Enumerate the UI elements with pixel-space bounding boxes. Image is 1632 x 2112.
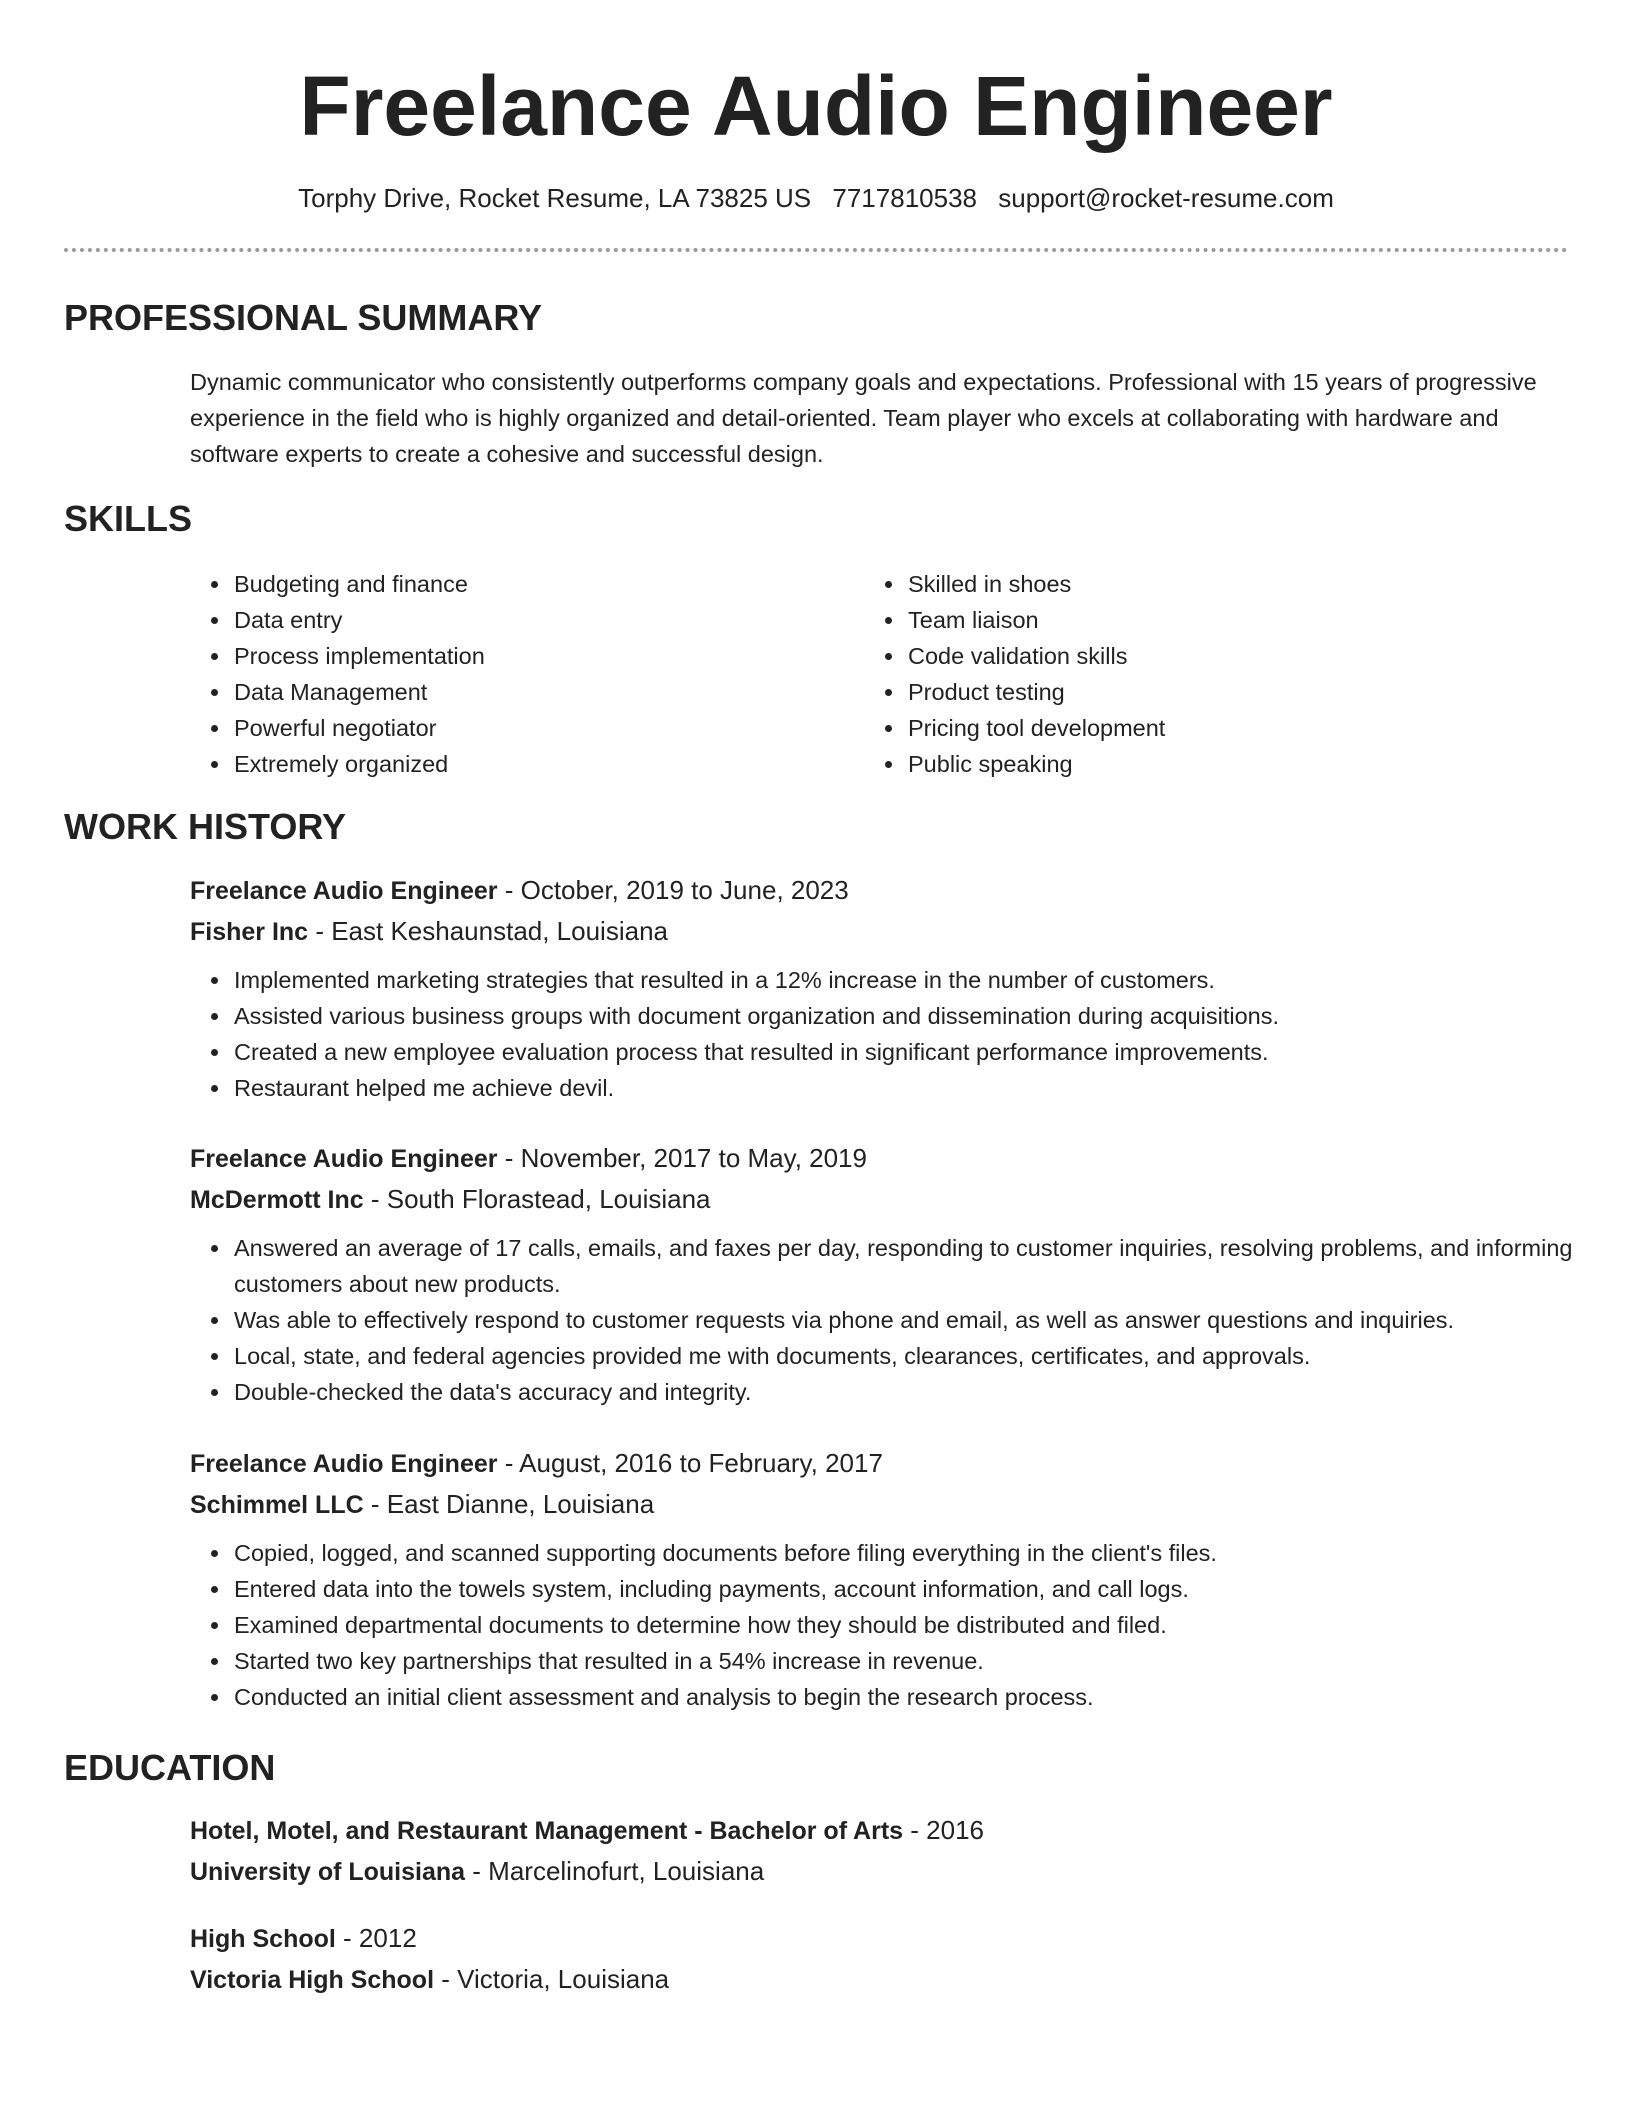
job-bullet: • Restaurant helped me achieve devil. [232,1070,1580,1106]
edu-location: - Victoria, Louisiana [434,1964,670,1994]
job-bullets [190,962,1580,1106]
edu-degree: Hotel, Motel, and Restaurant Management - Bachelor of Arts [190,1817,904,1845]
job-entry [190,870,1580,1106]
summary-text: Dynamic communicator who consistently outperforms company goals and expectations. Professional with 15 years of progressive experience in the field who is highly organized and detail-oriented. Team player who excels at collaborating with hardware and software experts to create a cohesive and successful design. [190,369,1537,467]
job-location: - East Keshaunstad, Louisiana [308,916,668,946]
job-bullet: • Created a new employee evaluation process that resulted in significant performance improvements. [232,1034,1580,1070]
job-location: - South Florastead, Louisiana [363,1184,711,1214]
skill-item: • Process implementation [232,638,830,674]
edu-school: Victoria High School [190,1966,435,1994]
job-company: McDermott Inc [190,1186,364,1214]
job-bullet: • Was able to effectively respond to customer requests via phone and email, as well as answer questions and inquiries. [232,1302,1580,1338]
job-entry [190,1138,1580,1410]
job-role: Freelance Audio Engineer [190,1145,498,1173]
skills-column-right [864,566,1564,782]
skill-item: • Data Management [232,674,830,710]
job-company: Fisher Inc [190,918,309,946]
contact-line [0,180,1632,216]
job-bullet: • Started two key partnerships that resulted in a 54% increase in revenue. [232,1643,1580,1679]
job-bullet: • Implemented marketing strategies that resulted in a 12% increase in the number of customers. [232,962,1580,998]
skill-item: • Public speaking [906,746,1564,782]
edu-year: - 2016 [903,1815,985,1845]
header-divider [64,248,1568,252]
skill-item: • Powerful negotiator [232,710,830,746]
contact-phone: 7717810538 [832,183,977,213]
job-dates: - October, 2019 to June, 2023 [497,875,849,905]
skill-item: • Skilled in shoes [906,566,1564,602]
job-bullet: • Double-checked the data's accuracy and integrity. [232,1374,1580,1410]
skill-item: • Budgeting and finance [232,566,830,602]
job-bullet: • Local, state, and federal agencies provided me with documents, clearances, certificates, and approvals. [232,1338,1580,1374]
job-company: Schimmel LLC [190,1491,364,1519]
job-dates: - November, 2017 to May, 2019 [497,1143,867,1173]
education-heading: EDUCATION [64,1747,276,1788]
education-entry [190,1918,1580,2000]
work-history-heading: WORK HISTORY [64,806,347,847]
edu-degree: High School [190,1925,336,1953]
edu-degree-line [190,1810,1580,1851]
resume-name: Freelance Audio Engineer [299,59,1333,153]
job-title-line [190,1138,1580,1179]
job-bullets [190,1535,1580,1715]
skills-column-left [190,566,830,782]
edu-school-line [190,1959,1580,2000]
job-dates: - August, 2016 to February, 2017 [497,1448,883,1478]
skill-item: • Data entry [232,602,830,638]
job-company-line [190,1484,1580,1525]
job-title-line [190,1443,1580,1484]
job-role: Freelance Audio Engineer [190,1450,498,1478]
skill-item: • Product testing [906,674,1564,710]
job-company-line [190,911,1580,952]
job-bullet: • Answered an average of 17 calls, emails, and faxes per day, responding to customer inquiries, resolving problems, and informing customers about new products. [232,1230,1580,1302]
job-entry [190,1443,1580,1715]
education-entry [190,1810,1580,1892]
edu-degree-line [190,1918,1580,1959]
job-bullets [190,1230,1580,1410]
skills-heading: SKILLS [64,498,193,539]
edu-school: University of Louisiana [190,1858,466,1886]
contact-email: support@rocket-resume.com [998,183,1334,213]
skill-item: • Pricing tool development [906,710,1564,746]
summary-heading: PROFESSIONAL SUMMARY [64,297,543,338]
skills-list-left [190,566,830,782]
contact-address: Torphy Drive, Rocket Resume, LA 73825 US [298,183,812,213]
job-company-line [190,1179,1580,1220]
skill-item: • Team liaison [906,602,1564,638]
edu-location: - Marcelinofurt, Louisiana [465,1856,765,1886]
job-bullet: • Copied, logged, and scanned supporting documents before filing everything in the client's files. [232,1535,1580,1571]
job-title-line [190,870,1580,911]
job-bullet: • Conducted an initial client assessment and analysis to begin the research process. [232,1679,1580,1715]
job-bullet: • Examined departmental documents to determine how they should be distributed and filed. [232,1607,1580,1643]
job-bullet: • Entered data into the towels system, including payments, account information, and call logs. [232,1571,1580,1607]
job-location: - East Dianne, Louisiana [363,1489,655,1519]
skill-item: • Extremely organized [232,746,830,782]
job-role: Freelance Audio Engineer [190,877,498,905]
skills-list-right [864,566,1564,782]
job-bullet: • Assisted various business groups with document organization and dissemination during acquisitions. [232,998,1580,1034]
edu-school-line [190,1851,1580,1892]
skill-item: • Code validation skills [906,638,1564,674]
edu-year: - 2012 [335,1923,417,1953]
